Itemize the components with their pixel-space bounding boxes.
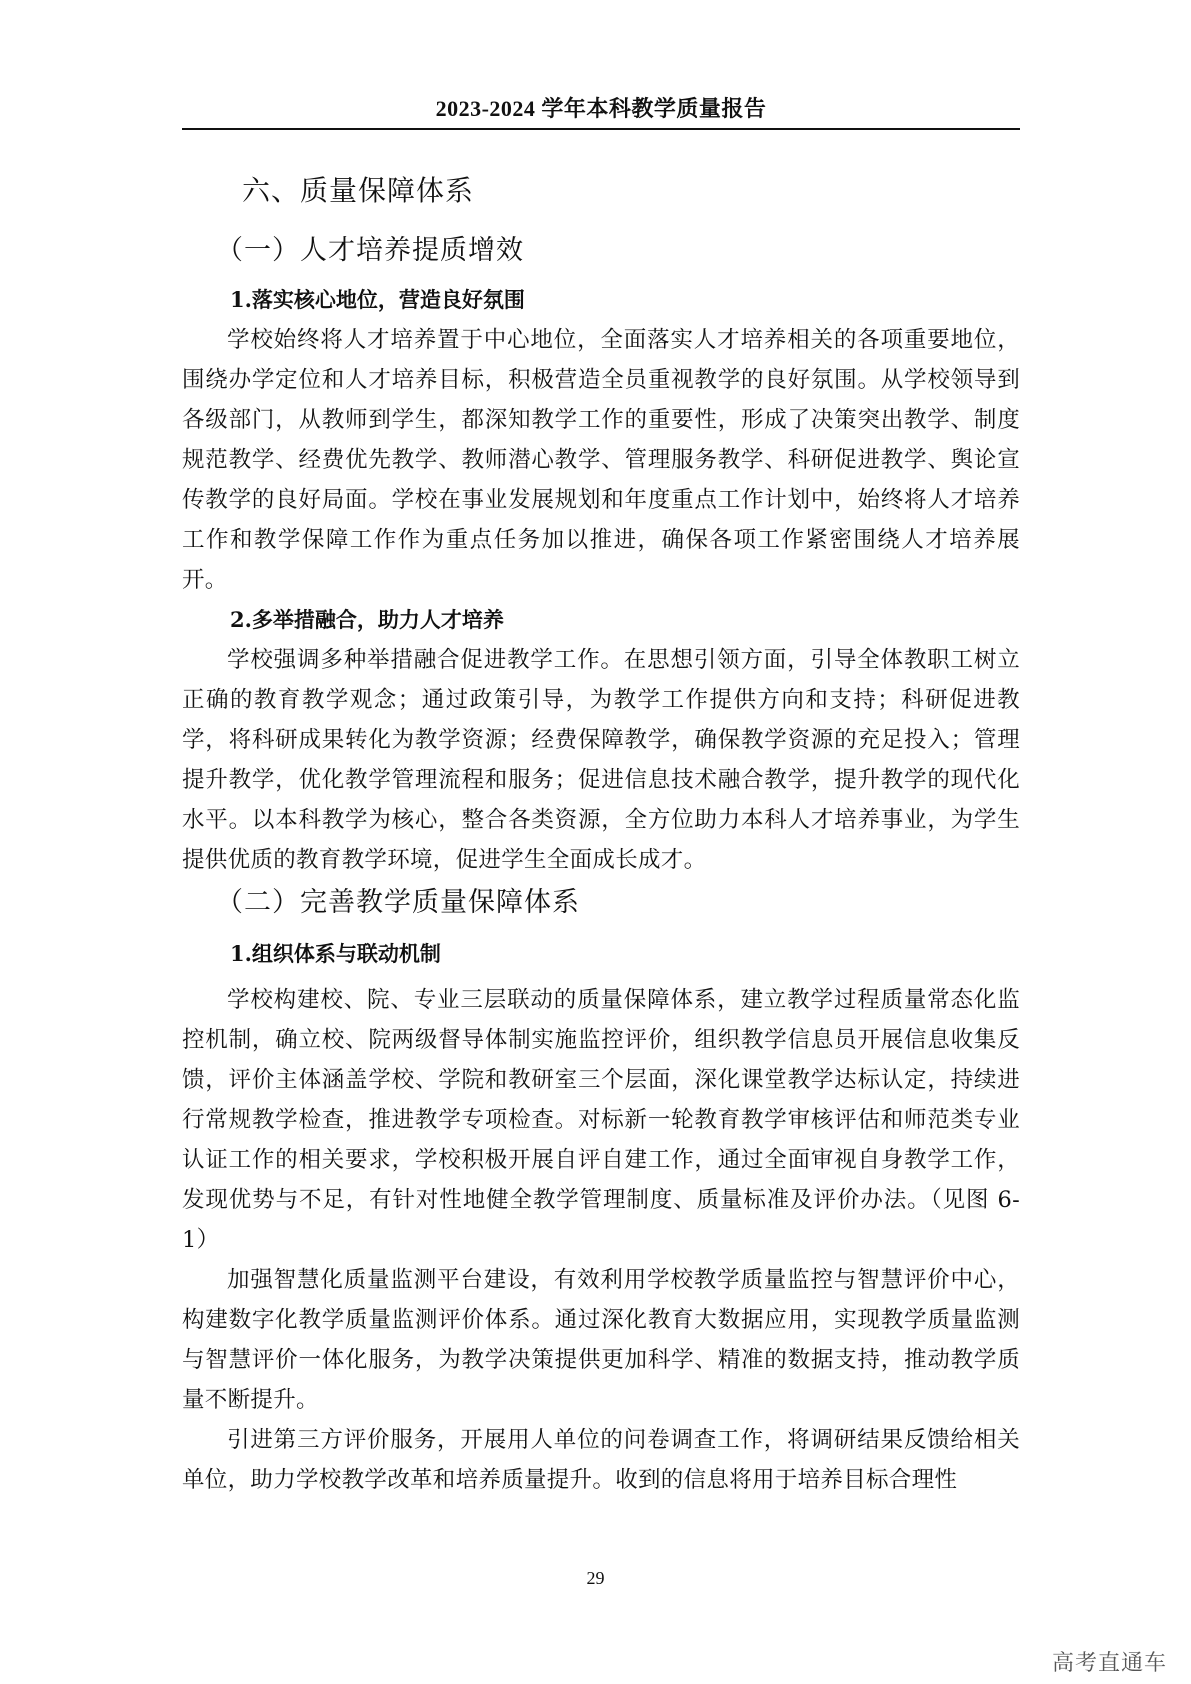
paragraph: 学校强调多种举措融合促进教学工作。在思想引领方面，引导全体教职工树立正确的教育教学观念；通过政策引导，为教学工作提供方向和支持；科研促进教学，将科研成果转化为教学资源；经费保障教学，确保教学资源的充足投入；管理提升教学，优化教学管理流程和服务；促进信息技术融合教学，提升教学的现代化水平。以本科教学为核心，整合各类资源，全方位助力本科人才培养事业，为学生提供优质的教育教学环境，促进学生全面成长成才。 <box>182 647 1020 873</box>
paragraph: 加强智慧化质量监测平台建设，有效利用学校教学质量监控与智慧评价中心，构建数字化教学质量监测评价体系。通过深化教育大数据应用，实现教学质量监测与智慧评价一体化服务，为教学决策提供更加科学、精准的数据支持，推动教学质量不断提升。 <box>182 1267 1020 1413</box>
subsection-title-1: （一）人才培养提质增效 <box>216 235 524 266</box>
paragraph: 引进第三方评价服务，开展用人单位的问卷调查工作，将调研结果反馈给相关单位，助力学校教学改革和培养质量提升。收到的信息将用于培养目标合理性 <box>182 1427 1020 1493</box>
paragraph: 学校始终将人才培养置于中心地位，全面落实人才培养相关的各项重要地位，围绕办学定位和人才培养目标，积极营造全员重视教学的良好氛围。从学校领导到各级部门，从教师到学生，都深知教学工作的重要性，形成了决策突出教学、制度规范教学、经费优先教学、教师潜心教学、管理服务教学、科研促进教学、舆论宣传教学的良好局面。学校在事业发展规划和年度重点工作计划中，始终将人才培养工作和教学保障工作作为重点任务加以推进，确保各项工作紧密围绕人才培养展开。 <box>182 327 1020 593</box>
item-title-1-2: 2.多举措融合，助力人才培养 <box>230 607 504 632</box>
page-header <box>182 90 1020 130</box>
page-number: 29 <box>586 1568 605 1588</box>
report-title: 2023-2024 学年本科教学质量报告 <box>435 96 767 121</box>
paragraph: 学校构建校、院、专业三层联动的质量保障体系，建立教学过程质量常态化监控机制，确立校、院两级督导体制实施监控评价，组织教学信息员开展信息收集反馈，评价主体涵盖学校、学院和教研室三个层面，深化课堂教学达标认定，持续进行常规教学检查，推进教学专项检查。对标新一轮教育教学审核评估和师范类专业认证工作的相关要求，学校积极开展自评自建工作，通过全面审视自身教学工作，发现优势与不足，有针对性地健全教学管理制度、质量标准及评价办法。（见图 6-1） <box>182 987 1020 1253</box>
document-body <box>182 160 1020 1500</box>
subsection-title-2: （二）完善教学质量保障体系 <box>216 887 580 918</box>
watermark: 高考直通车 <box>1051 1651 1167 1676</box>
section-title: 六、质量保障体系 <box>242 174 475 207</box>
item-title-2-1: 1.组织体系与联动机制 <box>230 941 441 966</box>
item-title-1-1: 1.落实核心地位，营造良好氛围 <box>230 287 525 312</box>
